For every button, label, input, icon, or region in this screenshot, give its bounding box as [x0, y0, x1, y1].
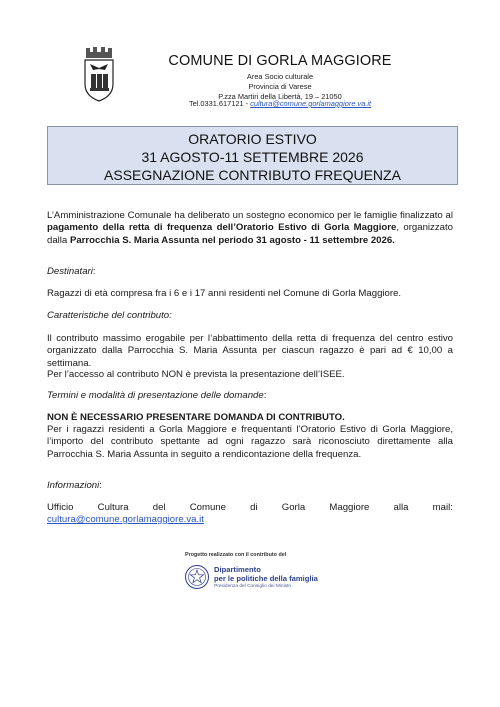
intro-paragraph [47, 210, 453, 247]
info-word: del [152, 502, 166, 513]
header-address: P.zza Martiri della Libertà, 19 – 21050 [218, 92, 342, 101]
header-provincia: Provincia di Varese [248, 82, 312, 91]
informazioni-colon: : [99, 480, 102, 491]
destinatari-heading: Destinatari [47, 266, 93, 277]
department-name-line2: per le politiche della famiglia [214, 574, 318, 583]
destinatari-colon: : [92, 266, 96, 277]
department-name-line1: Dipartimento [214, 565, 261, 574]
intro-bold-1: pagamento della retta di frequenza dell’Oratorio Estivo di Gorla Maggiore [47, 222, 397, 234]
termini-heading: Termini e modalità di presentazione delle domande [47, 390, 264, 401]
caratteristiche-text-2: Per l’accesso al contributo NON è prevista la presentazione dell’ISEE. [47, 369, 345, 380]
header-area: Area Socio culturale [246, 72, 314, 81]
comune-name: COMUNE DI GORLA MAGGIORE [168, 53, 392, 69]
info-word: mail: [432, 502, 453, 513]
termini-colon: : [263, 390, 267, 401]
header-block [150, 52, 410, 102]
informazioni-text [47, 502, 453, 514]
footer-department [214, 565, 318, 590]
info-word: di [250, 502, 258, 513]
destinatari-text: Ragazzi di età compresa fra i 6 e i 17 anni residenti nel Comune di Gorla Maggiore. [47, 288, 402, 299]
caratteristiche-heading: Caratteristiche del contributo: [47, 310, 172, 321]
caratteristiche-text-1: Il contributo massimo erogabile per l’abbattimento della retta di frequenza del centro estivo organizzato dalla Parrocchia S. Maria Assunta per ciascun ragazzo è pari ad € 10,00 a settimana. [47, 333, 453, 369]
intro-text-1: L’Amministrazione Comunale ha deliberato un sostegno economico per le famiglie finalizzato al [47, 210, 453, 221]
title-box [47, 126, 458, 185]
municipal-crest-icon [80, 46, 118, 104]
info-word: Maggiore [329, 502, 370, 513]
info-word: Gorla [281, 502, 306, 513]
info-word: Comune [189, 502, 226, 513]
intro-text-2: , organizzato dalla [47, 222, 453, 246]
header-contacts [150, 99, 410, 109]
intro-bold-2: Parrocchia S. Maria Assunta nel periodo 31 agosto - 11 settembre 2026. [69, 234, 395, 246]
info-word: Ufficio [47, 502, 74, 513]
informazioni-email-link[interactable]: cultura@comune.gorlamaggiore.va.it [47, 514, 204, 525]
italian-republic-emblem-icon [184, 564, 210, 590]
title-line-3: ASSEGNAZIONE CONTRIBUTO FREQUENZA [104, 167, 401, 183]
header-phone: Tel.0331.617121 - [188, 99, 249, 108]
destinatari-heading-line [47, 266, 453, 278]
info-word: Cultura [97, 502, 129, 513]
termini-bold-notice: NON È NECESSARIO PRESENTARE DOMANDA DI CONTRIBUTO. [47, 412, 345, 423]
title-line-2: 31 AGOSTO-11 SETTEMBRE 2026 [141, 149, 364, 165]
termini-heading-line [47, 390, 453, 402]
title-line-1: ORATORIO ESTIVO [188, 131, 317, 147]
header-email-link[interactable]: cultura@comune.gorlamaggiore.va.it [250, 99, 372, 108]
department-parent: Presidenza del Consiglio dei Ministri [214, 584, 292, 589]
informazioni-heading: Informazioni [47, 480, 100, 491]
termini-text: Per i ragazzi residenti a Gorla Maggiore e frequentanti l’Oratorio Estivo di Gorla Maggiore, l’importo del contributo spettante ad ogni ragazzo sarà riconosciuto direttamente alla Parrocchia S. Maria Assunta in seguito a rendicontazione della frequenza. [47, 424, 453, 460]
informazioni-heading-line [47, 480, 453, 492]
info-word: alla [393, 502, 409, 513]
footer-caption: Progetto realizzato con il contributo del [185, 552, 287, 558]
